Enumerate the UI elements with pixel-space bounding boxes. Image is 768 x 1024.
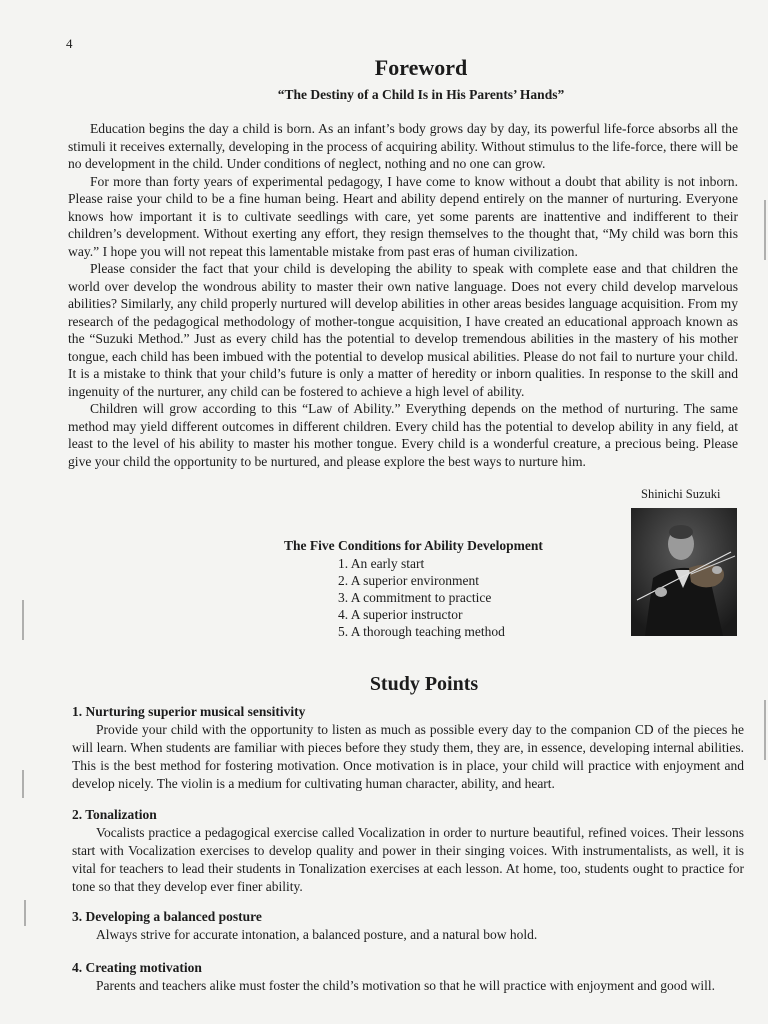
study-point-heading: 2. Tonalization (72, 807, 157, 822)
conditions-list (338, 555, 505, 640)
author-signature: Shinichi Suzuki (641, 487, 721, 501)
scan-artifact (22, 770, 24, 798)
list-item: 1. An early start (338, 556, 425, 571)
list-item: 4. A superior instructor (338, 607, 463, 622)
list-item: 2. A superior environment (338, 573, 479, 588)
study-point-heading: 3. Developing a balanced posture (72, 909, 262, 924)
conditions-title: The Five Conditions for Ability Development (284, 538, 543, 553)
foreword-body (68, 120, 738, 470)
page-subtitle: “The Destiny of a Child Is in His Parents’ Hands” (277, 87, 565, 102)
foreword-paragraph: Please consider the fact that your child is developing the ability to speak with complete ease and that children the world over develop the wondrous ability to master their own native language. Does not every child develop marvelous abilities? Similarly, any child properly nurtured will develop abilities in other areas besides language acquisition. From my research of the pedagogical methodology of mother-tongue acquisition, I have created an educational approach known as the “Suzuki Method.” Just as every child has the potential to develop tremendous abilities in the mastery of his mother tongue, each child has been imbued with the potential to develop musical abilities. Please do not fail to nurture your child. It is a mistake to think that your child’s future is only a matter of heredity or inborn qualities. In response to the skill and ingenuity of the nurturer, any child can be fostered to achieve a high level of ability. (68, 261, 738, 399)
list-item: 5. A thorough teaching method (338, 624, 505, 639)
study-point-section (72, 959, 744, 995)
scan-artifact (24, 900, 26, 926)
foreword-paragraph: For more than forty years of experimental pedagogy, I have come to know without a doubt that ability is not inborn. Please raise your child to be a fine human being. Heart and ability depend entirely on the manner of nurturing. Everyone knows how important it is to cultivate seedlings with care, yet some parents are inattentive and indifferent to their children’s development. Without exerting any effort, they resign themselves to the thought that, “My child was born this way.” I hope you will not repeat this lamentable mistake from past eras of human civilization. (68, 173, 738, 259)
study-point-section (72, 806, 744, 896)
study-point-section (72, 908, 744, 944)
study-point-text: Provide your child with the opportunity to listen as much as possible every day to the companion CD of the pieces he will learn. When students are familiar with pieces before they study them, they are, in essence, developing internal abilities. This is the best method for fostering motivation. Once motivation is in place, your child will practice with enjoyment and develop nicely. The violin is a medium for cultivating human character, ability, and heart. (72, 722, 744, 791)
study-point-heading: 4. Creating motivation (72, 960, 202, 975)
page-title: Foreword (374, 55, 468, 80)
page-number: 4 (66, 36, 73, 51)
foreword-paragraph: Children will grow according to this “Law of Ability.” Everything depends on the method of nurturing. The same method may yield different outcomes in different children. Every child has the potential to develop ability in any field, at least to the level of his ability to master his mother tongue. Every child is a wonderful creature, a precious being. Please give your child the opportunity to be nurtured, and please explore the best ways to nurture him. (68, 401, 738, 469)
violinist-photo (631, 508, 737, 636)
study-points-title: Study Points (369, 673, 479, 695)
foreword-paragraph: Education begins the day a child is born. As an infant’s body grows day by day, its powerful life-force absorbs all the stimuli it receives externally, developing in the process of acquiring ability. Without stimulus to the life-force, there will be no development in the child. Under conditions of neglect, nothing and no one can grow. (68, 121, 738, 171)
scan-artifact (764, 700, 766, 760)
author-photo (631, 508, 737, 636)
scan-artifact (22, 600, 24, 640)
scan-artifact (764, 200, 766, 260)
study-point-text: Vocalists practice a pedagogical exercise called Vocalization in order to nurture beautiful, refined voices. Their lessons start with Vocalization exercises to develop quality and power in their singing voices. With instrumentalists, as well, it is vital for teachers to lead their students in Tonalization exercises at each lesson. At home, too, students ought to practice for tone so that they develop ever finer ability. (72, 825, 744, 894)
study-point-text: Always strive for accurate intonation, a balanced posture, and a natural bow hold. (96, 927, 538, 942)
list-item: 3. A commitment to practice (338, 590, 492, 605)
study-point-heading: 1. Nurturing superior musical sensitivity (72, 704, 306, 719)
study-point-text: Parents and teachers alike must foster the child’s motivation so that he will practice with enjoyment and good will. (96, 978, 715, 993)
study-point-section (72, 703, 744, 793)
